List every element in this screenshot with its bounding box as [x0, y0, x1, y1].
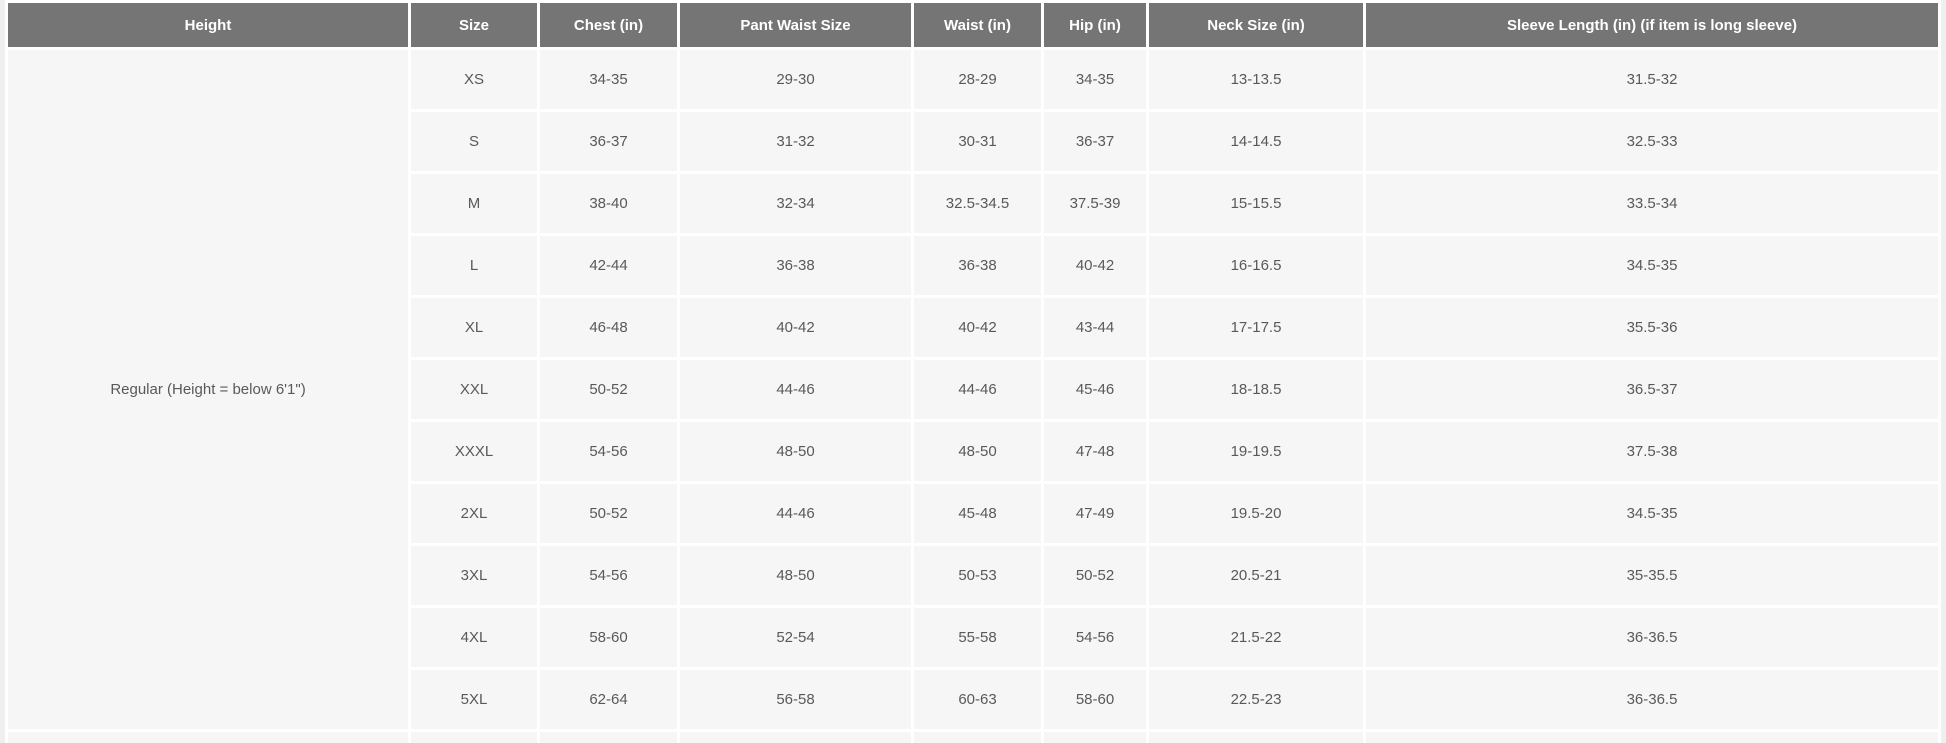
header-size: Size [411, 3, 537, 47]
cell-size: 5XL [411, 670, 537, 729]
header-row [8, 3, 1938, 47]
cell-pant_waist: 44-46 [680, 484, 911, 543]
cell-chest: 58-60 [540, 608, 677, 667]
cell-hip: 47-49 [1044, 484, 1146, 543]
cell-empty [1044, 732, 1146, 743]
cell-empty [1149, 732, 1363, 743]
cell-pant_waist: 29-30 [680, 50, 911, 109]
cell-pant_waist: 40-42 [680, 298, 911, 357]
cell-waist: 36-38 [914, 236, 1041, 295]
header-waist: Waist (in) [914, 3, 1041, 47]
cell-chest: 50-52 [540, 484, 677, 543]
cell-pant_waist: 36-38 [680, 236, 911, 295]
cell-empty [1366, 732, 1938, 743]
cell-sleeve: 37.5-38 [1366, 422, 1938, 481]
cell-sleeve: 33.5-34 [1366, 174, 1938, 233]
height-group-cell: Regular (Height = below 6'1") [8, 50, 408, 729]
cell-waist: 28-29 [914, 50, 1041, 109]
cell-size: 2XL [411, 484, 537, 543]
cell-empty [914, 732, 1041, 743]
cell-hip: 40-42 [1044, 236, 1146, 295]
size-table-body [8, 50, 1938, 743]
cell-pant_waist: 56-58 [680, 670, 911, 729]
cell-neck: 17-17.5 [1149, 298, 1363, 357]
cell-pant_waist: 44-46 [680, 360, 911, 419]
cell-size: 3XL [411, 546, 537, 605]
cell-sleeve: 34.5-35 [1366, 484, 1938, 543]
cell-neck: 18-18.5 [1149, 360, 1363, 419]
cell-empty [680, 732, 911, 743]
cell-chest: 34-35 [540, 50, 677, 109]
cell-neck: 19-19.5 [1149, 422, 1363, 481]
cell-waist: 44-46 [914, 360, 1041, 419]
cell-size: 4XL [411, 608, 537, 667]
cell-waist: 48-50 [914, 422, 1041, 481]
cell-chest: 46-48 [540, 298, 677, 357]
cell-chest: 50-52 [540, 360, 677, 419]
header-height: Height [8, 3, 408, 47]
cell-size: M [411, 174, 537, 233]
cell-neck: 22.5-23 [1149, 670, 1363, 729]
cell-sleeve: 36.5-37 [1366, 360, 1938, 419]
cell-sleeve: 34.5-35 [1366, 236, 1938, 295]
cell-chest: 42-44 [540, 236, 677, 295]
size-chart-table [5, 0, 1941, 743]
header-neck: Neck Size (in) [1149, 3, 1363, 47]
header-hip: Hip (in) [1044, 3, 1146, 47]
cell-pant_waist: 48-50 [680, 422, 911, 481]
cell-waist: 45-48 [914, 484, 1041, 543]
header-pant-waist: Pant Waist Size [680, 3, 911, 47]
cell-chest: 54-56 [540, 546, 677, 605]
cell-size: L [411, 236, 537, 295]
cell-waist: 30-31 [914, 112, 1041, 171]
cell-chest: 62-64 [540, 670, 677, 729]
cell-chest: 38-40 [540, 174, 677, 233]
cell-neck: 13-13.5 [1149, 50, 1363, 109]
cell-sleeve: 32.5-33 [1366, 112, 1938, 171]
cell-hip: 58-60 [1044, 670, 1146, 729]
cell-neck: 15-15.5 [1149, 174, 1363, 233]
cell-pant_waist: 48-50 [680, 546, 911, 605]
cell-neck: 14-14.5 [1149, 112, 1363, 171]
cell-sleeve: 35.5-36 [1366, 298, 1938, 357]
cell-sleeve: 31.5-32 [1366, 50, 1938, 109]
cell-sleeve: 36-36.5 [1366, 670, 1938, 729]
cell-hip: 47-48 [1044, 422, 1146, 481]
table-row-partial [8, 732, 1938, 743]
cell-pant_waist: 31-32 [680, 112, 911, 171]
cell-sleeve: 36-36.5 [1366, 608, 1938, 667]
cell-hip: 45-46 [1044, 360, 1146, 419]
cell-hip: 50-52 [1044, 546, 1146, 605]
cell-neck: 16-16.5 [1149, 236, 1363, 295]
cell-size: S [411, 112, 537, 171]
cell-waist: 32.5-34.5 [914, 174, 1041, 233]
cell-neck: 21.5-22 [1149, 608, 1363, 667]
cell-size: XS [411, 50, 537, 109]
cell-hip: 36-37 [1044, 112, 1146, 171]
cell-hip: 43-44 [1044, 298, 1146, 357]
cell-neck: 19.5-20 [1149, 484, 1363, 543]
cell-sleeve: 35-35.5 [1366, 546, 1938, 605]
table-row [8, 50, 1938, 109]
cell-empty [540, 732, 677, 743]
cell-empty [411, 732, 537, 743]
cell-hip: 54-56 [1044, 608, 1146, 667]
header-sleeve: Sleeve Length (in) (if item is long sleeve) [1366, 3, 1938, 47]
cell-chest: 36-37 [540, 112, 677, 171]
cell-pant_waist: 32-34 [680, 174, 911, 233]
cell-pant_waist: 52-54 [680, 608, 911, 667]
cell-size: XL [411, 298, 537, 357]
cell-hip: 37.5-39 [1044, 174, 1146, 233]
cell-waist: 40-42 [914, 298, 1041, 357]
cell-neck: 20.5-21 [1149, 546, 1363, 605]
cell-size: XXL [411, 360, 537, 419]
header-chest: Chest (in) [540, 3, 677, 47]
cell-waist: 55-58 [914, 608, 1041, 667]
height-group-cell-next [8, 732, 408, 743]
cell-hip: 34-35 [1044, 50, 1146, 109]
cell-size: XXXL [411, 422, 537, 481]
cell-waist: 50-53 [914, 546, 1041, 605]
cell-chest: 54-56 [540, 422, 677, 481]
cell-waist: 60-63 [914, 670, 1041, 729]
